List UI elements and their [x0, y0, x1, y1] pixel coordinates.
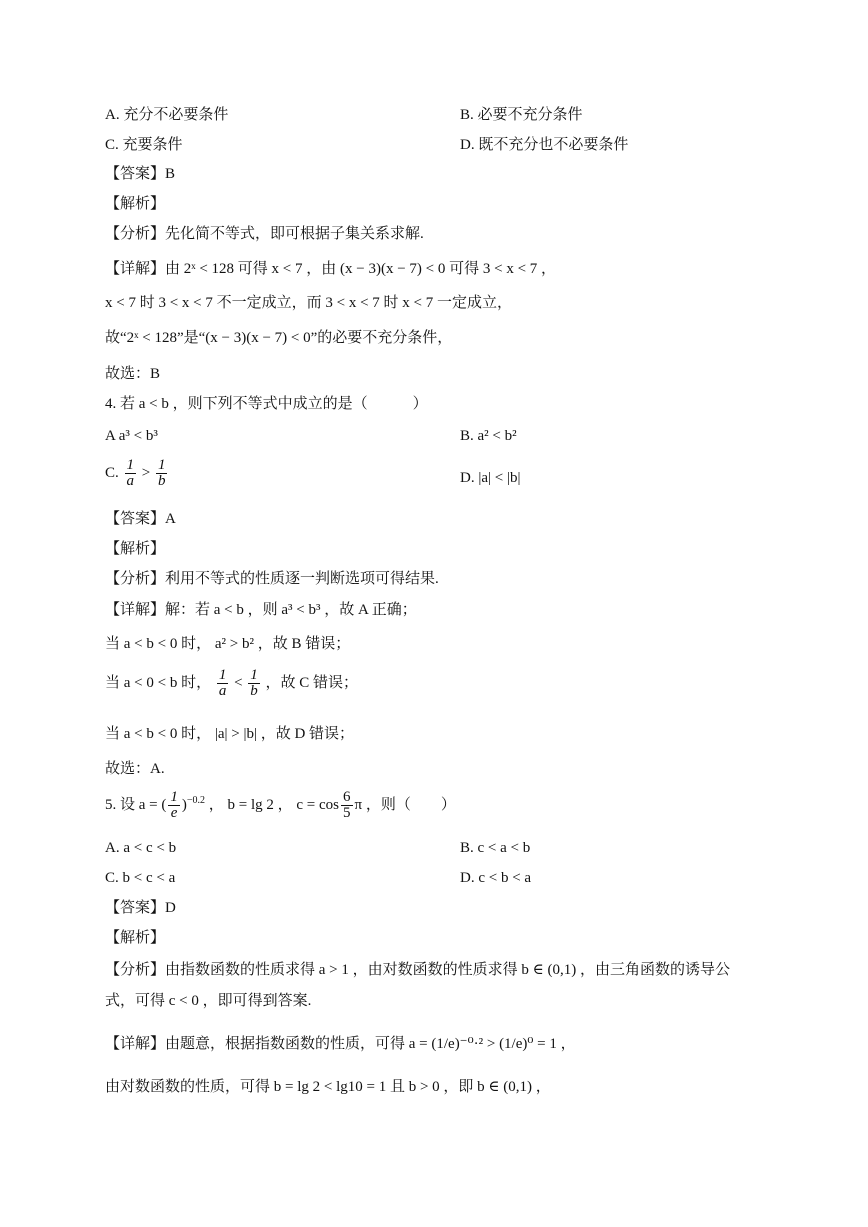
q4-xiangjie-2: 当 a < b < 0 时， a² > b² ，故 B 错误； — [105, 636, 351, 652]
q3-option-a: A. 充分不必要条件 — [105, 107, 229, 123]
q5-stem-prefix: 5. 设 a = ( — [105, 796, 167, 813]
frac-den: e — [170, 805, 178, 821]
q5-jiexi: 【解析】 — [105, 930, 166, 946]
q3-option-d: D. 既不充分也不必要条件 — [460, 137, 629, 153]
frac-num: 6 — [343, 789, 351, 805]
frac-num: 1 — [218, 667, 227, 683]
q5-fenxi-2: 式，可得 c < 0 ，即可得到答案. — [105, 993, 312, 1009]
frac-den: 5 — [343, 805, 351, 821]
q4-xiangjie-3 — [105, 668, 358, 699]
q4-answer: 【答案】A — [105, 511, 176, 527]
q5-stem-suffix: π ，则（ ） — [354, 796, 456, 813]
q5-option-b: B. c < a < b — [460, 840, 531, 856]
q4-option-b: B. a² < b² — [460, 428, 517, 444]
q3-fenxi: 【分析】先化简不等式，即可根据子集关系求解. — [105, 226, 424, 242]
frac-num: 1 — [170, 789, 178, 805]
q5-answer: 【答案】D — [105, 900, 176, 916]
q3-option-b: B. 必要不充分条件 — [460, 107, 583, 123]
q4-xiangjie-1: 【详解】解：若 a < b ，则 a³ < b³ ，故 A 正确； — [105, 602, 417, 618]
frac-num: 1 — [250, 667, 258, 683]
q4-guxuan: 故选：A. — [105, 761, 165, 777]
q4-option-c-frac-1 — [125, 458, 137, 489]
q4-fenxi: 【分析】利用不等式的性质逐一判断选项可得结果. — [105, 571, 439, 587]
q5-stem-mid: ， b = lg 2 ， c = cos — [208, 796, 340, 813]
q4-xiangjie-3-suffix: ，故 C 错误； — [265, 674, 359, 691]
q5-option-d: D. c < b < a — [460, 870, 532, 886]
q4-stem: 4. 若 a < b ，则下列不等式中成立的是（ ） — [105, 396, 428, 412]
q5-xiangjie-1: 【详解】由题意，根据指数函数的性质，可得 a = (1/e)⁻⁰·² > (1/e)⁰ = 1 ， — [105, 1036, 576, 1052]
q4-xiangjie-3-frac-2 — [248, 668, 260, 699]
q4-option-c-op: > — [141, 464, 151, 481]
q4-xiangjie-3-op: < — [234, 674, 243, 691]
q4-option-c — [105, 458, 169, 489]
q5-xiangjie-2: 由对数函数的性质，可得 b = lg 2 < lg10 = 1 且 b > 0 ，即 b ∈ (0,1) ， — [105, 1079, 551, 1095]
q4-xiangjie-3-prefix: 当 a < 0 < b 时， — [105, 674, 212, 691]
q3-answer: 【答案】B — [105, 166, 176, 182]
q4-jiexi: 【解析】 — [105, 541, 166, 557]
q3-jiexi: 【解析】 — [105, 196, 166, 212]
q3-guxuan: 故选：B — [105, 366, 161, 382]
q5-stem: 5. 设 a = ( $\frac{1}{e}$ )$^{-0.2}$ ， b = lg 2 ， c = cos $\frac{6}{5}$ π ，则（ ） — [105, 789, 456, 821]
frac-den: a — [218, 683, 227, 699]
frac-den: a — [126, 473, 135, 489]
q5-stem-exponent: −0.2 — [186, 794, 206, 806]
q3-xiangjie-2: x < 7 时 3 < x < 7 不一定成立，而 3 < x < 7 时 x < 7 一定成立， — [105, 295, 513, 311]
frac-num: 1 — [126, 457, 135, 473]
q3-xiangjie-3: 故“2ˣ < 128”是“(x − 3)(x − 7) < 0”的必要不充分条件， — [105, 330, 453, 346]
q4-option-d: D. |a| < |b| — [460, 470, 521, 486]
q5-option-c: C. b < c < a — [105, 870, 176, 886]
q5-stem-frac-1 — [168, 790, 180, 821]
q4-option-c-label: C. — [105, 464, 119, 481]
frac-den: b — [157, 473, 166, 489]
q4-option-a: A a³ < b³ — [105, 428, 158, 444]
q4-xiangjie-4: 当 a < b < 0 时， |a| > |b| ，故 D 错误； — [105, 726, 355, 742]
q5-stem-frac-2 — [341, 790, 353, 821]
q4-xiangjie-3-frac-1 — [217, 668, 229, 699]
frac-den: b — [250, 683, 258, 699]
frac-num: 1 — [157, 457, 166, 473]
q5-option-a: A. a < c < b — [105, 840, 177, 856]
q4-option-c-frac-2 — [156, 458, 168, 489]
q5-fenxi-1: 【分析】由指数函数的性质求得 a > 1 ，由对数函数的性质求得 b ∈ (0,1) ，由三角函数的诱导公 — [105, 962, 730, 978]
q3-xiangjie-1: 【详解】由 2ˣ < 128 可得 x < 7 ，由 (x − 3)(x − 7) < 0 可得 3 < x < 7 ， — [105, 261, 557, 277]
q3-option-c: C. 充要条件 — [105, 137, 183, 153]
